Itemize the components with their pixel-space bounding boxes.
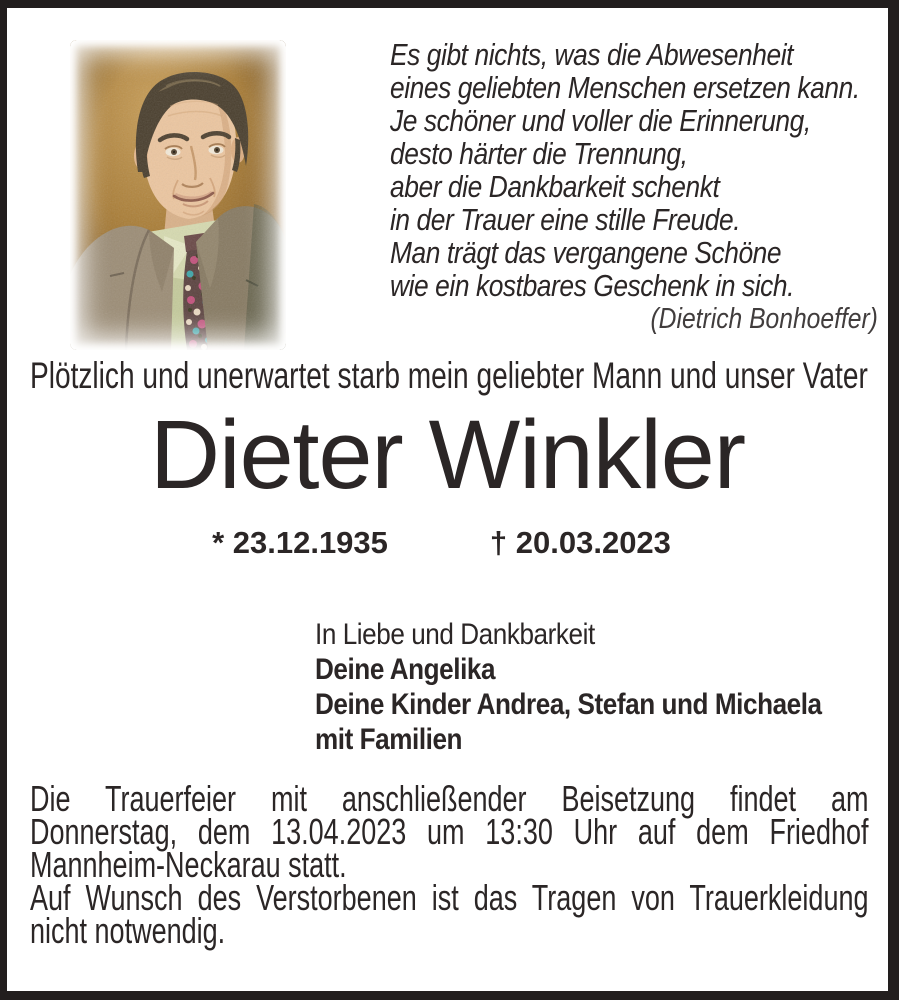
family-block [315, 617, 891, 757]
poem-line: Man trägt das vergangene Schöne [390, 235, 782, 270]
family-member: mit Familien [315, 723, 463, 756]
scan-frame-right [888, 0, 899, 1000]
poem-line: Es gibt nichts, was die Abwesenheit [390, 37, 794, 72]
death-date: † 20.03.2023 [489, 525, 671, 560]
poem-line: aber die Dankbarkeit schenkt [390, 169, 720, 204]
birth-date: * 23.12.1935 [212, 525, 388, 560]
announcement-intro: Plötzlich und unerwartet starb mein geliebter Mann und unser Vater [30, 355, 868, 396]
scan-frame-left [0, 0, 7, 1000]
life-dates [0, 526, 891, 559]
family-member: Deine Angelika [315, 653, 496, 686]
poem-line: eines geliebten Menschen ersetzen kann. [390, 70, 860, 105]
funeral-line: nicht notwendig. [30, 910, 226, 951]
funeral-line: Donnerstag, dem 13.04.2023 um 13:30 Uhr auf dem Friedhof [30, 811, 869, 852]
poem-line: Je schöner und voller die Erinnerung, [390, 103, 811, 138]
portrait-photo [70, 40, 286, 350]
memorial-poem [390, 38, 878, 336]
scan-frame-bottom [0, 991, 899, 1000]
family-member: Deine Kinder Andrea, Stefan und Michaela [315, 688, 822, 721]
poem-line: in der Trauer eine stille Freude. [390, 202, 741, 237]
funeral-line: Auf Wunsch des Verstorbenen ist das Tragen von Trauerkleidung [30, 877, 869, 918]
poem-line: desto härter die Trennung, [390, 136, 688, 171]
funeral-info [30, 778, 869, 951]
poem-attribution: (Dietrich Bonhoeffer) [650, 303, 878, 335]
deceased-name: Dieter Winkler [149, 400, 746, 509]
family-closing: In Liebe und Dankbarkeit [315, 618, 595, 651]
funeral-line: Die Trauerfeier mit anschließender Beisetzung findet am [30, 778, 869, 819]
scan-frame-top [0, 0, 899, 8]
poem-line: wie ein kostbares Geschenk in sich. [390, 268, 795, 303]
funeral-line: Mannheim-Neckarau statt. [30, 844, 347, 885]
